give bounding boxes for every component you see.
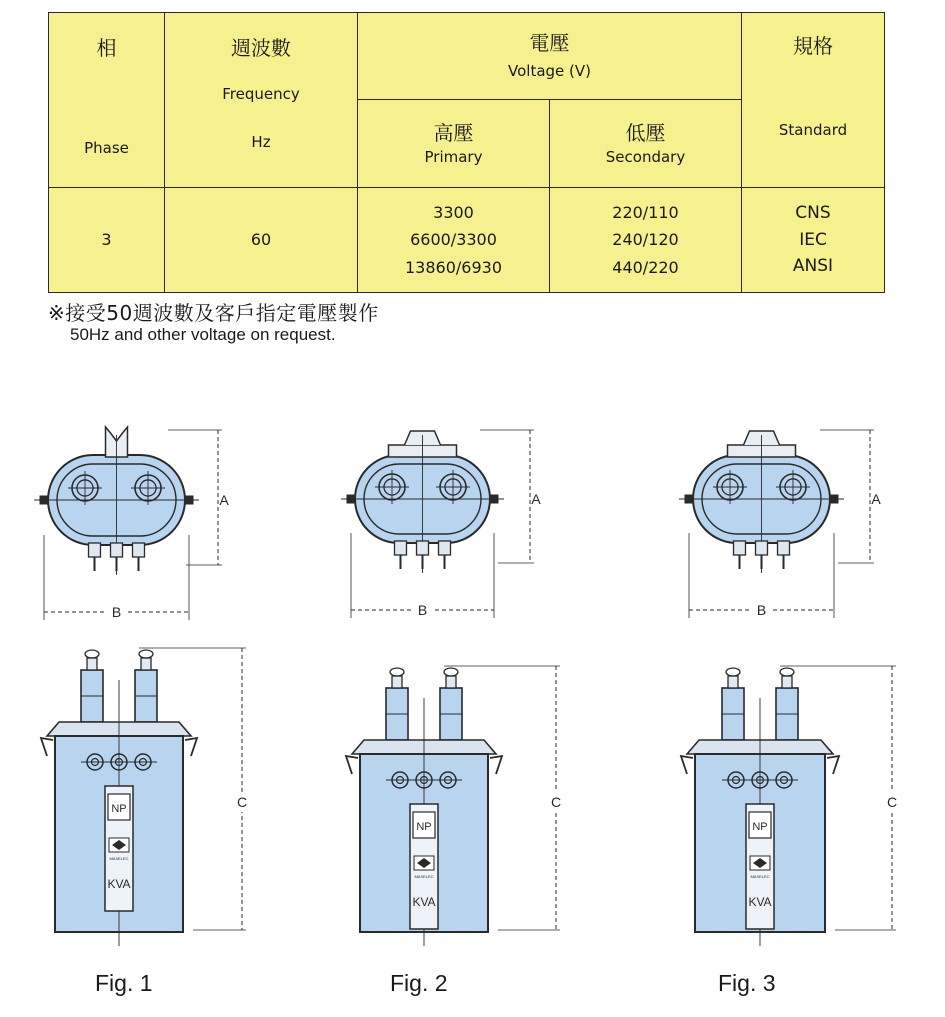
- figure-2-label: Fig. 2: [390, 970, 448, 996]
- terminal-eye: [85, 650, 99, 658]
- frequency-en: Frequency: [222, 85, 300, 103]
- frequency-unit: Hz: [251, 133, 271, 152]
- frequency-value: 60: [250, 230, 272, 250]
- dimension-a-label: A: [531, 491, 541, 507]
- phase-cn: 相: [96, 36, 117, 60]
- logo-text: MAXELEC: [109, 856, 129, 861]
- primary-value: 3300: [433, 203, 474, 223]
- secondary-terminal: [756, 541, 768, 555]
- kva-label: KVA: [107, 877, 131, 891]
- logo-text: MAXELEC: [750, 874, 770, 879]
- lifting-lug-right: [185, 738, 197, 756]
- lifting-lug-right: [490, 756, 502, 774]
- logo-text: MAXELEC: [414, 874, 434, 879]
- secondary-terminal: [395, 541, 407, 555]
- standard-en: Standard: [778, 121, 848, 139]
- front-view: [41, 648, 251, 946]
- secondary-cn: 低壓: [625, 120, 666, 145]
- terminal-eye: [139, 650, 153, 658]
- note-english: 50Hz and other voltage on request.: [70, 325, 336, 344]
- top-view: [34, 427, 229, 621]
- primary-en: Primary: [424, 147, 483, 166]
- np-label: NP: [416, 821, 432, 833]
- figure-3-label: Fig. 3: [718, 970, 776, 996]
- terminal-eye: [444, 668, 458, 676]
- dimension-c-label: C: [236, 794, 248, 810]
- front-view: [681, 666, 901, 946]
- secondary-terminal: [778, 541, 790, 555]
- phase-value: 3: [101, 230, 112, 250]
- secondary-terminal: [439, 541, 451, 555]
- standard-cn: 規格: [793, 34, 833, 58]
- secondary-terminal: [417, 541, 429, 555]
- phase-en: Phase: [84, 139, 129, 157]
- secondary-terminal: [89, 543, 101, 557]
- dimension-b-label: B: [756, 602, 767, 618]
- terminal-eye: [390, 668, 404, 676]
- np-label: NP: [752, 821, 768, 833]
- dimension-b-label: B: [111, 604, 122, 620]
- bushing-cap: [87, 658, 97, 670]
- np-label: NP: [111, 803, 127, 815]
- bushing-cap: [392, 676, 402, 688]
- kva-label: KVA: [748, 895, 772, 909]
- primary-cn: 高壓: [433, 120, 474, 145]
- standard-value: ANSI: [792, 256, 834, 277]
- dimension-c-label: C: [886, 794, 898, 810]
- front-view: [346, 666, 565, 946]
- top-view: [679, 430, 881, 619]
- kva-label: KVA: [412, 895, 436, 909]
- lifting-lug-left: [346, 756, 358, 774]
- standard-value: IEC: [799, 229, 827, 250]
- terminal-eye: [726, 668, 740, 676]
- bushing-cap: [728, 676, 738, 688]
- lifting-lug-left: [41, 738, 53, 756]
- dimension-a-label: A: [871, 491, 881, 507]
- lifting-lug-right: [827, 756, 839, 774]
- primary-value: 13860/6930: [404, 257, 502, 277]
- note-chinese: ※接受50週波數及客戶指定電壓製作: [48, 301, 379, 325]
- top-view: [341, 430, 541, 619]
- primary-value: 6600/3300: [410, 230, 497, 250]
- dimension-b-label: B: [417, 602, 428, 618]
- secondary-value: 240/120: [612, 230, 679, 250]
- standard-value: CNS: [795, 203, 831, 224]
- figure-1: [34, 427, 251, 946]
- secondary-terminal: [734, 541, 746, 555]
- secondary-value: 220/110: [612, 203, 679, 223]
- voltage-cn: 電壓: [529, 31, 570, 56]
- secondary-en: Secondary: [605, 147, 686, 166]
- frequency-cn: 週波數: [231, 36, 291, 60]
- bushing-cap: [141, 658, 151, 670]
- dimension-c-label: C: [550, 794, 562, 810]
- lifting-lug-left: [681, 756, 693, 774]
- dimension-a-label: A: [219, 492, 229, 508]
- voltage-en: Voltage (V): [508, 62, 591, 81]
- bushing-cap: [446, 676, 456, 688]
- secondary-terminal: [111, 543, 123, 557]
- terminal-eye: [780, 668, 794, 676]
- secondary-value: 440/220: [612, 257, 679, 277]
- secondary-terminal: [133, 543, 145, 557]
- figure-1-label: Fig. 1: [95, 970, 153, 996]
- figure-2: [341, 430, 565, 946]
- bushing-cap: [782, 676, 792, 688]
- figure-3: [679, 430, 901, 946]
